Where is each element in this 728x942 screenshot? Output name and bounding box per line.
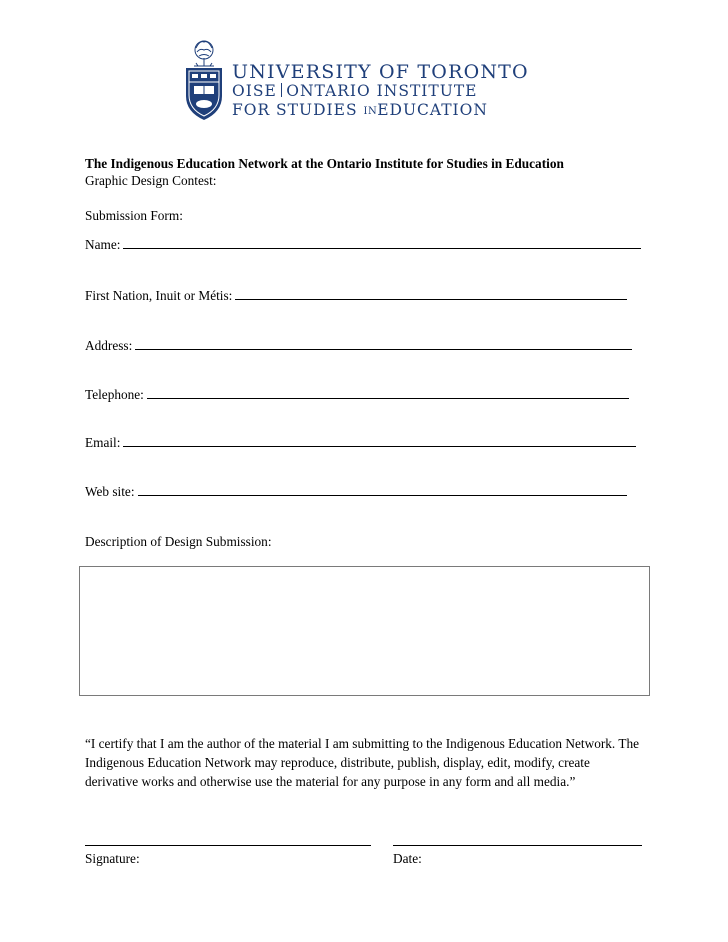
date-label: Date: <box>393 851 422 866</box>
telephone-label: Telephone: <box>85 387 144 402</box>
nation-label: First Nation, Inuit or Métis: <box>85 288 233 303</box>
letterhead-for-studies: FOR STUDIES <box>232 101 358 119</box>
nation-line[interactable] <box>235 288 627 300</box>
university-logo <box>182 38 542 124</box>
letterhead-oise: OISE <box>232 82 277 100</box>
name-label: Name: <box>85 237 121 252</box>
telephone-field[interactable] <box>85 386 629 403</box>
letterhead-line1: UNIVERSITY OF TORONTO <box>232 61 529 83</box>
email-line[interactable] <box>123 435 636 447</box>
signature-label: Signature: <box>85 851 140 866</box>
telephone-line[interactable] <box>147 387 629 399</box>
nation-field[interactable] <box>85 287 627 304</box>
date-line[interactable] <box>393 845 642 846</box>
address-field[interactable] <box>85 337 632 354</box>
letterhead-line3 <box>232 101 529 121</box>
website-line[interactable] <box>138 484 627 496</box>
website-label: Web site: <box>85 484 135 499</box>
address-line[interactable] <box>135 338 632 350</box>
address-label: Address: <box>85 338 133 353</box>
description-label: Description of Design Submission: <box>85 534 272 549</box>
submission-form-label: Submission Form: <box>85 208 183 223</box>
description-box[interactable] <box>79 566 650 696</box>
website-field[interactable] <box>85 483 627 500</box>
name-field[interactable] <box>85 236 641 253</box>
certification-statement: “I certify that I am the author of the material I am submitting to the Indigenous Education Network. The Indigenous Education Network may reproduce, distribute, publish, display, edit, modify, create derivative works and otherwise use the material for any purpose in any form and all media.” <box>85 736 639 789</box>
university-crest-icon <box>182 38 226 124</box>
letterhead-divider <box>281 83 283 97</box>
name-line[interactable] <box>123 237 641 249</box>
letterhead-ontario-institute: ONTARIO INSTITUTE <box>286 82 478 100</box>
signature-line[interactable] <box>85 845 371 846</box>
email-field[interactable] <box>85 434 636 451</box>
document-subtitle: Graphic Design Contest: <box>85 173 217 188</box>
letterhead-education: EDUCATION <box>377 101 488 119</box>
letterhead-line2 <box>232 82 529 101</box>
letterhead-in: IN <box>363 106 378 117</box>
email-label: Email: <box>85 435 121 450</box>
document-title: The Indigenous Education Network at the Ontario Institute for Studies in Education <box>85 156 564 171</box>
